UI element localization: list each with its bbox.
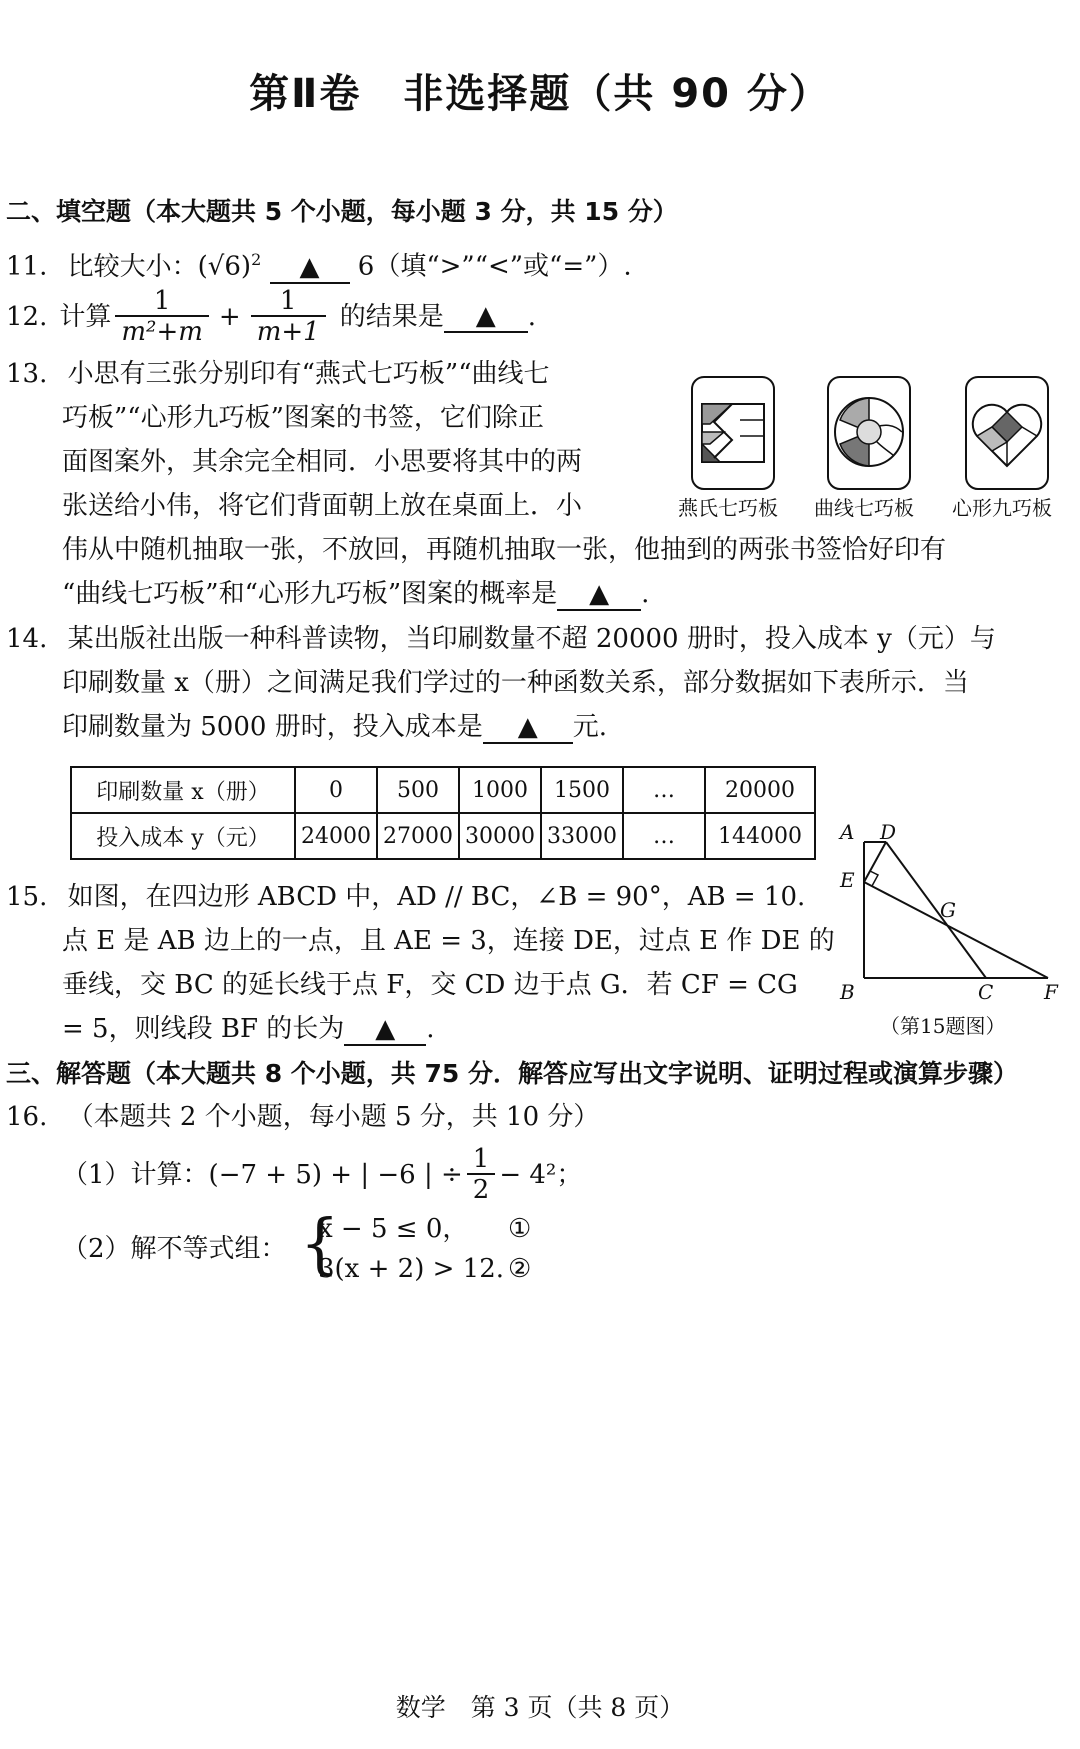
table-cell: … [623, 767, 705, 813]
point-c-label: C [978, 980, 994, 1004]
q11-open: ( [197, 251, 208, 282]
section-3-heading: 三、解答题（本大题共 8 个小题，共 75 分．解答应写出文字说明、证明过程或演算步骤） [6, 1059, 1019, 1088]
q13-line-4: 张送给小伟，将它们背面朝上放在桌面上．小 [62, 491, 583, 521]
table-cell: 30000 [459, 813, 541, 859]
table-cell: 33000 [541, 813, 623, 859]
table-cell: 0 [295, 767, 377, 813]
q16-part-1-label: （1）计算： [62, 1160, 209, 1190]
q12-frac2-denominator: m+1 [251, 315, 326, 347]
q14-line-3-text: 印刷数量为 5000 册时，投入成本是 [62, 712, 483, 742]
question-12 [6, 282, 536, 352]
q14-answer-blank[interactable]: ▲ [483, 712, 573, 744]
q11-exponent: 2 [251, 250, 262, 269]
q13-line-1: 小思有三张分别印有“燕式七巧板”“曲线七 [67, 359, 550, 389]
q12-number: 12. [6, 302, 48, 332]
q16-inequality-2-mark: ② [508, 1254, 532, 1284]
q12-prefix: 计算 [59, 302, 112, 332]
q12-fraction-1 [115, 287, 209, 347]
q14-line-3 [62, 710, 607, 744]
q16-part-1 [62, 1140, 582, 1210]
q16-inequality-2: 3(x + 2) > 12. [318, 1254, 505, 1284]
q12-frac2-numerator: 1 [279, 286, 297, 316]
q15-line-4-text: = 5，则线段 BF 的长为 [62, 1014, 345, 1044]
q13-end: . [641, 579, 650, 609]
q16-part-2-label: （2）解不等式组： [62, 1234, 287, 1264]
question-15-line-1 [6, 880, 805, 914]
card-label-3: 心形九巧板 [952, 496, 1052, 520]
q15-figure-caption: （第15题图） [880, 1014, 1006, 1038]
q13-line-5: 伟从中随机抽取一张，不放回，再随机抽取一张，他抽到的两张书签恰好印有 [62, 535, 947, 565]
q15-end: . [426, 1014, 435, 1044]
q16-half-fraction [467, 1145, 496, 1205]
q16-intro: （本题共 2 个小题，每小题 5 分，共 10 分） [67, 1102, 600, 1132]
q13-line-2: 巧板”“心形九巧板”图案的书签，它们除正 [62, 403, 544, 433]
bookmark-cards-figure [680, 372, 1080, 498]
table-row-header: 印刷数量 x（册） [71, 767, 295, 813]
q14-data-table [70, 766, 816, 860]
card-label-2: 曲线七巧板 [814, 496, 914, 520]
q15-line-3: 垂线，交 BC 的延长线于点 F，交 CD 边于点 G．若 CF = CG [62, 970, 798, 1000]
table-cell: 500 [377, 767, 459, 813]
q16-inequality-1: x − 5 ≤ 0， [318, 1214, 469, 1244]
point-f-label: F [1044, 980, 1058, 1004]
q15-number: 15. [6, 882, 48, 912]
q12-fraction-2 [251, 287, 326, 347]
segment-dc [886, 842, 986, 978]
q16-frac-numerator: 1 [472, 1144, 490, 1174]
q15-line-4 [62, 1012, 435, 1046]
question-14-line-1 [6, 622, 996, 656]
segment-de [864, 842, 886, 882]
q12-suffix: 的结果是 [339, 302, 444, 332]
q16-frac-denominator: 2 [467, 1173, 496, 1205]
q14-line-1: 某出版社出版一种科普读物，当印刷数量不超 20000 册时，投入成本 y（元）与 [67, 624, 996, 654]
q16-part-1-expr-b: − 4²； [499, 1160, 583, 1190]
q12-frac1-numerator: 1 [153, 286, 171, 316]
q12-frac1-denominator: m²+m [115, 315, 209, 347]
table-row [71, 767, 815, 813]
q15-geometry-figure [836, 820, 1076, 980]
table-cell: 24000 [295, 813, 377, 859]
page-title: 第Ⅱ卷 非选择题（共 90 分） [249, 71, 831, 117]
q16-part-1-expr-a: (−7 + 5) + | −6 | ÷ [208, 1160, 463, 1190]
curve-tangram-card [828, 377, 910, 489]
yanshi-tangram-card [692, 377, 774, 489]
card-label-1: 燕氏七巧板 [678, 496, 778, 520]
point-a-label: A [840, 820, 855, 844]
system-brace: { [300, 1205, 340, 1282]
table-cell: 1500 [541, 767, 623, 813]
heart-tangram-card [966, 377, 1048, 489]
table-cell: 20000 [705, 767, 815, 813]
q11-number: 11. [6, 251, 48, 282]
table-cell: … [623, 813, 705, 859]
table-cell: 27000 [377, 813, 459, 859]
page-footer: 数学 第 3 页（共 8 页） [395, 1693, 685, 1722]
point-g-label: G [940, 898, 956, 922]
q11-close: ) [240, 251, 252, 282]
table-cell: 1000 [459, 767, 541, 813]
table-row [71, 813, 815, 859]
table-row-header: 投入成本 y（元） [71, 813, 295, 859]
right-angle-mark [870, 871, 878, 886]
q15-answer-blank[interactable]: ▲ [344, 1014, 426, 1046]
segment-ef [864, 882, 1048, 978]
q14-line-2: 印刷数量 x（册）之间满足我们学过的一种函数关系，部分数据如下表所示．当 [62, 668, 969, 698]
question-16-intro [6, 1100, 599, 1134]
q14-end: 元. [572, 712, 607, 742]
q12-end: . [527, 302, 536, 332]
q13-answer-blank[interactable]: ▲ [557, 579, 641, 611]
point-b-label: B [840, 980, 855, 1004]
point-d-label: D [880, 820, 897, 844]
q11-sqrt: √6 [207, 251, 241, 282]
table-cell: 144000 [705, 813, 815, 859]
q13-line-6 [62, 577, 649, 611]
q13-number: 13. [6, 359, 48, 389]
q11-answer-blank[interactable]: ▲ [270, 252, 350, 284]
q13-line-6-text: “曲线七巧板”和“心形九巧板”图案的概率是 [62, 579, 558, 609]
q15-line-1: 如图，在四边形 ABCD 中，AD // BC，∠B = 90°，AB = 10. [67, 882, 806, 912]
q16-inequality-1-mark: ① [508, 1214, 532, 1244]
q11-prefix: 比较大小： [67, 251, 198, 282]
q12-answer-blank[interactable]: ▲ [444, 301, 528, 333]
q13-line-3: 面图案外，其余完全相同．小思要将其中的两 [62, 447, 583, 477]
section-2-heading: 二、填空题（本大题共 5 个小题，每小题 3 分，共 15 分） [6, 197, 678, 226]
q12-plus: + [218, 302, 241, 332]
question-13-line-1 [6, 357, 550, 391]
q11-after: 6（填“>”“<”或“=”）. [357, 251, 632, 282]
q14-number: 14. [6, 624, 48, 654]
q15-line-2: 点 E 是 AB 边上的一点，且 AE = 3，连接 DE，过点 E 作 DE 的 [62, 926, 835, 956]
point-e-label: E [840, 868, 855, 892]
q16-number: 16. [6, 1102, 48, 1132]
question-11 [6, 243, 632, 284]
